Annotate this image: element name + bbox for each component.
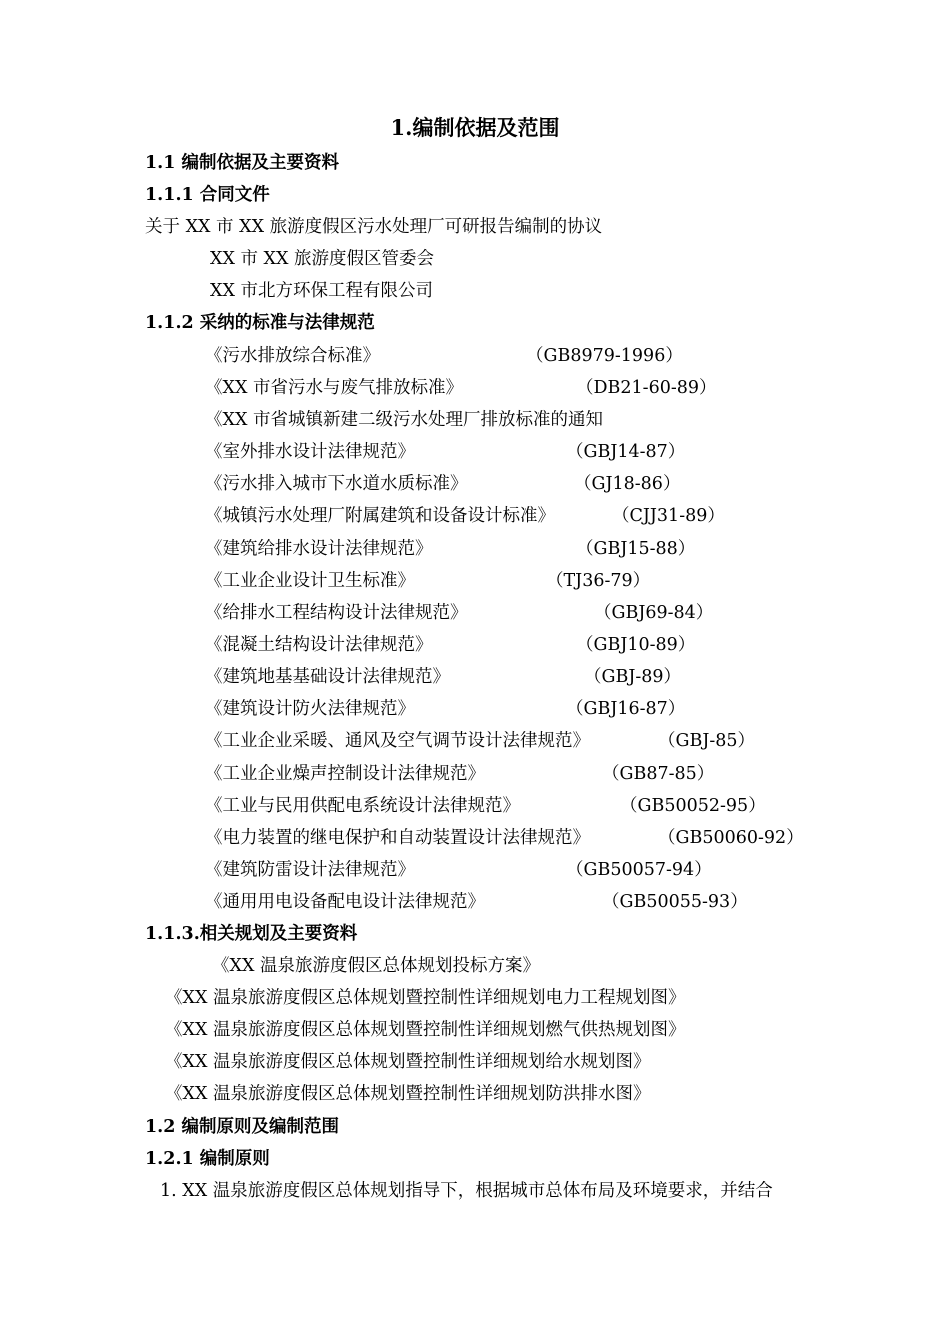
standard-code: （GBJ14-87） [566, 442, 686, 462]
standard-name: 《建筑设计防火法律规范》 [205, 699, 415, 719]
standard-name: 《室外排水设计法律规范》 [205, 442, 415, 462]
standard-name: 《混凝土结构设计法律规范》 [205, 635, 433, 655]
standard-name: 《建筑给排水设计法律规范》 [205, 539, 433, 559]
standard-code: （GB50057-94） [566, 860, 712, 880]
standard-name: 《污水排入城市下水道水质标准》 [205, 474, 468, 494]
section-heading-1-1-1: 1.1.1 合同文件 [145, 185, 270, 205]
principle-paragraph: 1. XX 温泉旅游度假区总体规划指导下，根据城市总体布局及环境要求，并结合 [160, 1181, 773, 1201]
standard-code: （GB87-85） [602, 764, 715, 784]
plan-item: 《XX 温泉旅游度假区总体规划暨控制性详细规划电力工程规划图》 [165, 988, 686, 1008]
standard-name: 《XX 市省城镇新建二级污水处理厂排放标准的通知 [205, 410, 603, 430]
plan-item: 《XX 温泉旅游度假区总体规划暨控制性详细规划防洪排水图》 [165, 1084, 651, 1104]
standard-name: 《工业企业燥声控制设计法律规范》 [205, 764, 485, 784]
standard-code: （GBJ69-84） [594, 603, 714, 623]
standard-name: 《通用用电设备配电设计法律规范》 [205, 892, 485, 912]
standard-code: （GBJ-89） [584, 667, 682, 687]
standard-name: 《建筑防雷设计法律规范》 [205, 860, 415, 880]
standard-name: 《电力装置的继电保护和自动装置设计法律规范》 [205, 828, 590, 848]
standard-code: （DB21-60-89） [576, 378, 717, 398]
section-heading-1-2: 1.2 编制原则及编制范围 [145, 1117, 340, 1137]
standard-name: 《工业企业采暖、通风及空气调节设计法律规范》 [205, 731, 590, 751]
standard-name: 《工业企业设计卫生标准》 [205, 571, 415, 591]
standard-code: （GB50060-92） [658, 828, 804, 848]
standard-code: （GBJ15-88） [576, 539, 696, 559]
plan-item: 《XX 温泉旅游度假区总体规划投标方案》 [212, 956, 540, 976]
standard-name: 《建筑地基基础设计法律规范》 [205, 667, 450, 687]
standard-code: （TJ36-79） [546, 571, 651, 591]
section-heading-1-1-3: 1.1.3.相关规划及主要资料 [145, 924, 358, 944]
plan-item: 《XX 温泉旅游度假区总体规划暨控制性详细规划给水规划图》 [165, 1052, 651, 1072]
contract-party-contractor: XX 市北方环保工程有限公司 [210, 281, 433, 301]
contract-line: 关于 XX 市 XX 旅游度假区污水处理厂可研报告编制的协议 [145, 217, 603, 237]
standard-name: 《工业与民用供配电系统设计法律规范》 [205, 796, 520, 816]
standard-name: 《城镇污水处理厂附属建筑和设备设计标准》 [205, 506, 555, 526]
standard-code: （GB8979-1996） [526, 346, 683, 366]
section-heading-1-2-1: 1.2.1 编制原则 [145, 1149, 270, 1169]
standard-name: 《XX 市省污水与废气排放标准》 [205, 378, 463, 398]
standard-name: 《污水排放综合标准》 [205, 346, 380, 366]
plan-item: 《XX 温泉旅游度假区总体规划暨控制性详细规划燃气供热规划图》 [165, 1020, 686, 1040]
section-heading-1-1: 1.1 编制依据及主要资料 [145, 153, 340, 173]
document-title: 1.编制依据及范围 [390, 115, 560, 140]
standard-code: （GBJ16-87） [566, 699, 686, 719]
standard-code: （CJJ31-89） [612, 506, 725, 526]
section-heading-1-1-2: 1.1.2 采纳的标准与法律规范 [145, 313, 375, 333]
standard-code: （GB50055-93） [602, 892, 748, 912]
contract-party-client: XX 市 XX 旅游度假区管委会 [210, 249, 435, 269]
standard-code: （GBJ-85） [658, 731, 756, 751]
standard-code: （GJ18-86） [574, 474, 681, 494]
standard-name: 《给排水工程结构设计法律规范》 [205, 603, 468, 623]
standard-code: （GBJ10-89） [576, 635, 696, 655]
standard-code: （GB50052-95） [620, 796, 766, 816]
